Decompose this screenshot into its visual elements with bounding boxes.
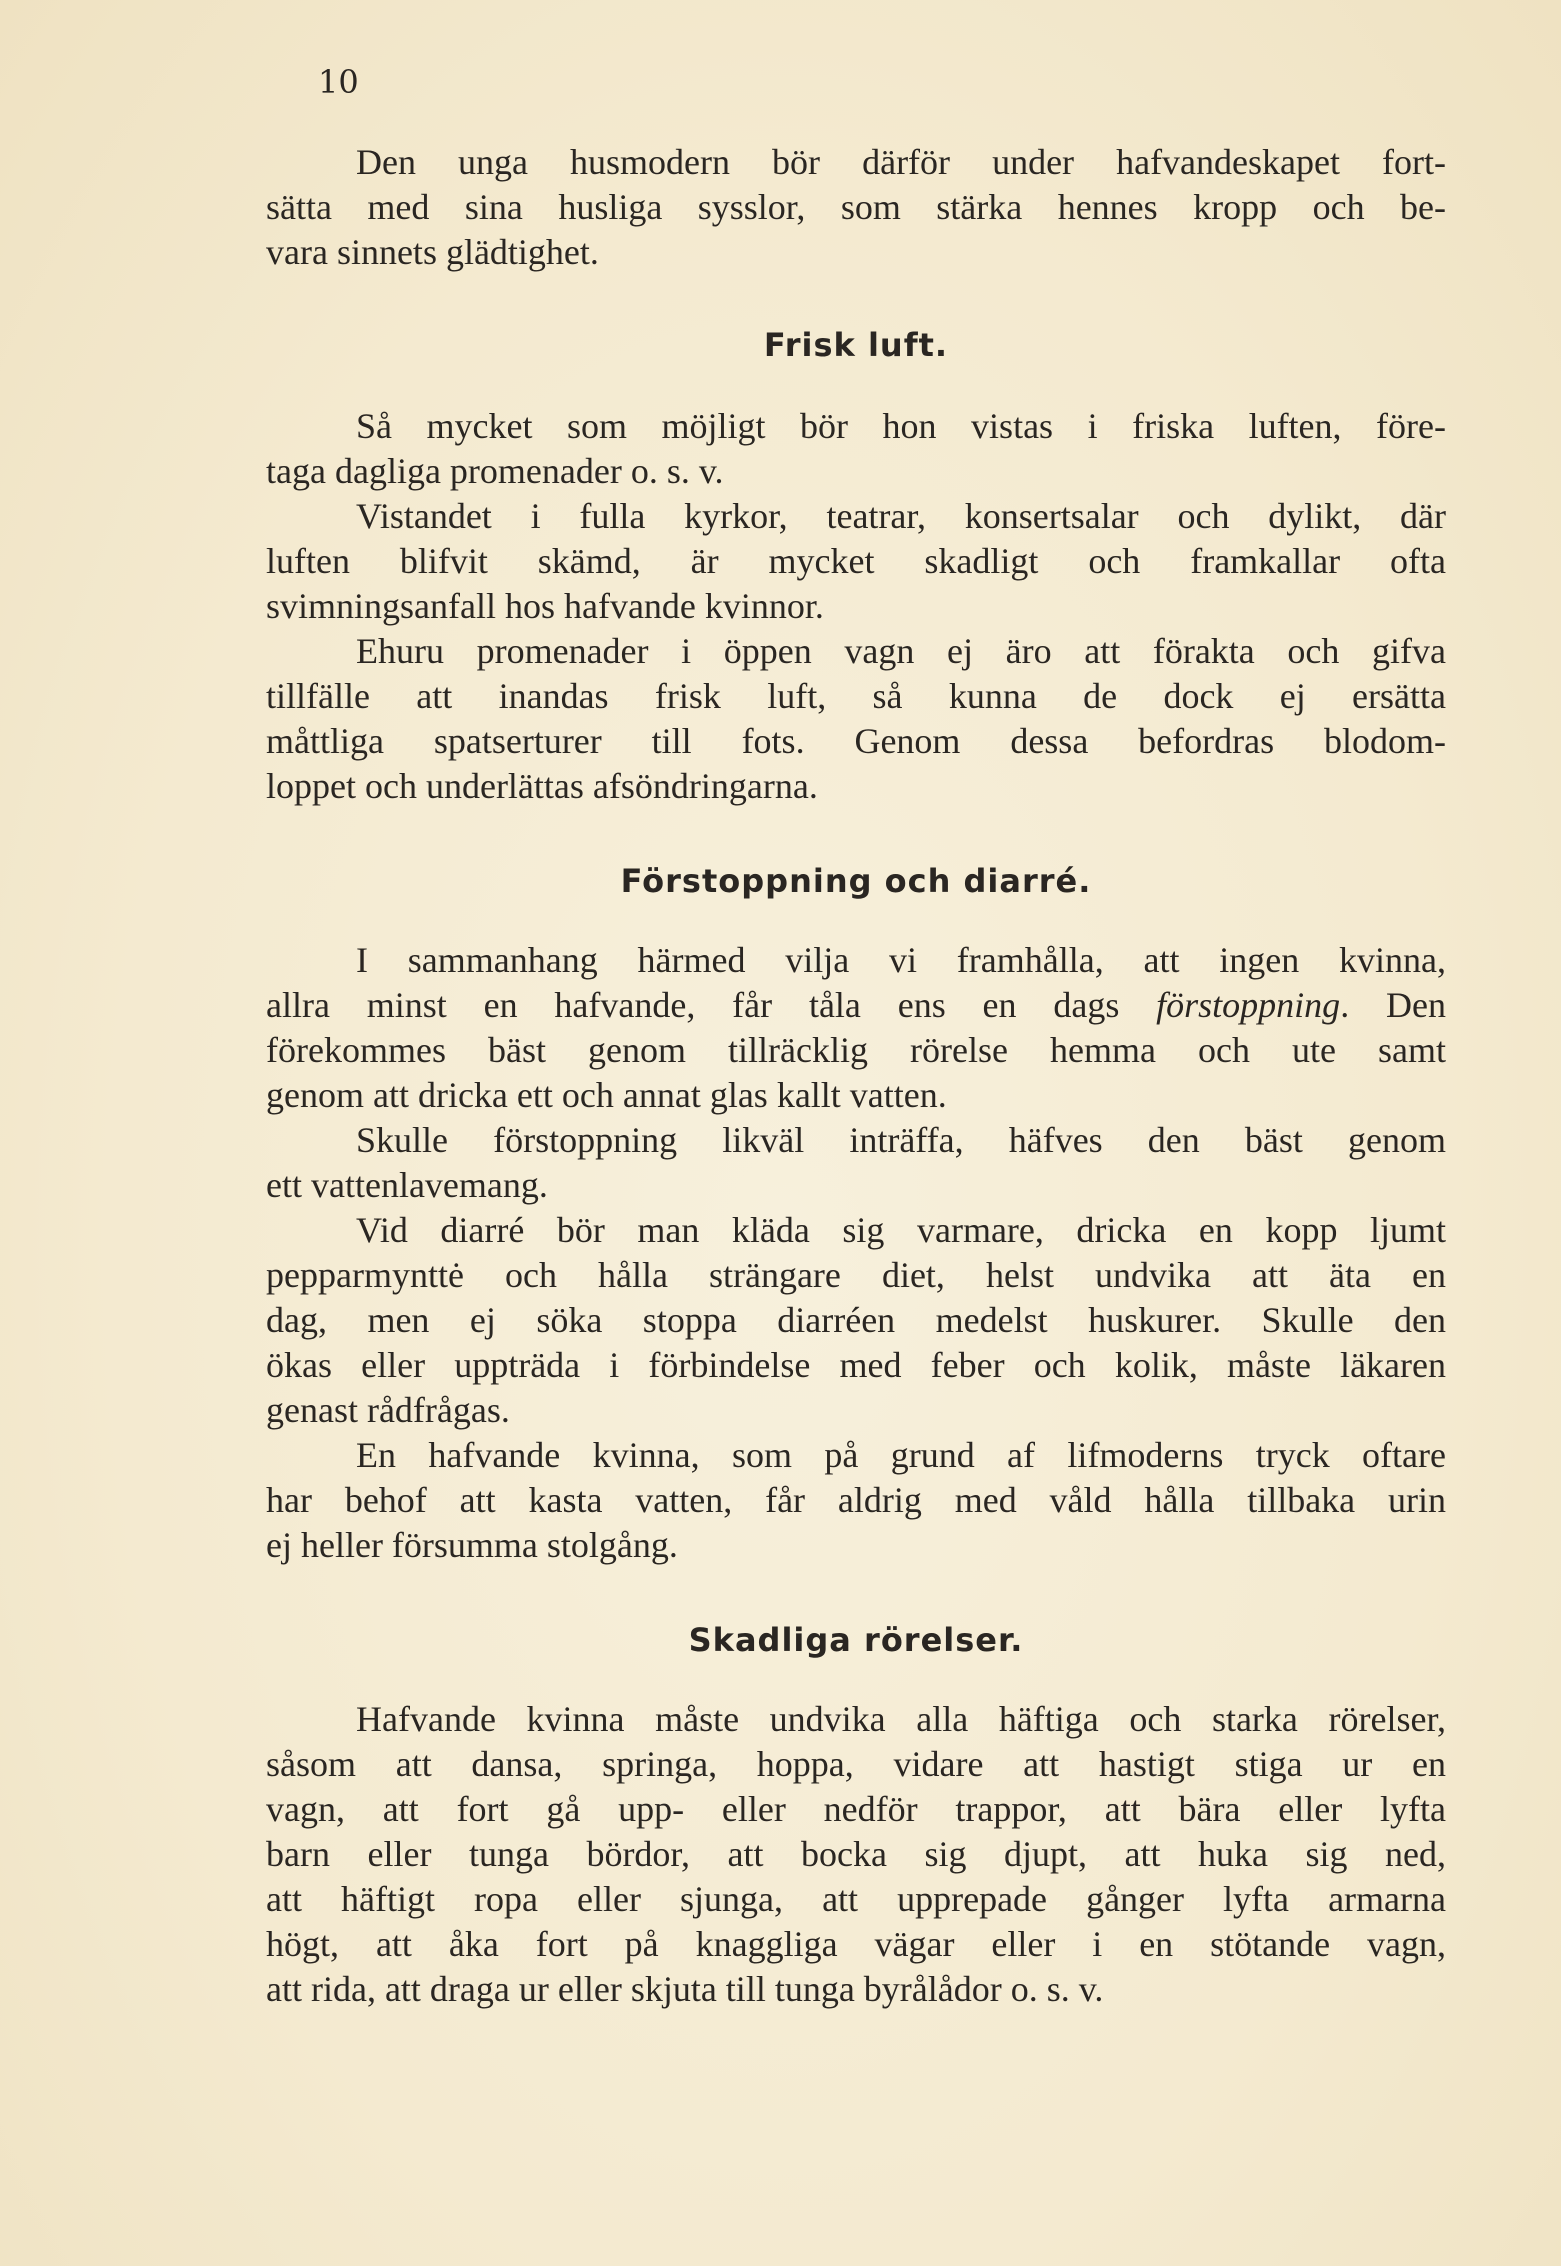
text-line: ej heller försumma stolgång. [266,1525,678,1565]
text-line: sätta med sina husliga sysslor, som stärka hennes kropp och be- [266,187,1446,227]
section-frisk-luft [266,323,1446,809]
body-text [266,140,1446,2012]
paragraph [266,140,1446,275]
paragraph [266,494,1446,629]
text-line: Så mycket som möjligt bör hon vistas i friska luften, före- [356,406,1446,446]
text-line: har behof att kasta vatten, får aldrig med våld hålla tillbaka urin [266,1480,1446,1520]
text-line: dag, men ej söka stoppa diarréen medelst huskurer. Skulle den [266,1300,1446,1340]
text-line: måttliga spatserturer till fots. Genom dessa befordras blodom- [266,721,1446,761]
paragraph [266,1208,1446,1433]
paragraph [266,1118,1446,1208]
section-heading: Frisk luft. [763,326,949,364]
text-line: Skulle förstoppning likväl inträffa, häfves den bäst genom [356,1120,1446,1160]
text-line: loppet och underlättas afsöndringarna. [266,766,818,806]
section-heading: Förstoppning och diarré. [620,862,1092,900]
text-line: vagn, att fort gå upp- eller nedför trappor, att bära eller lyfta [266,1789,1446,1829]
text-line: Vid diarré bör man kläda sig varmare, dricka en kopp ljumt [356,1210,1446,1250]
text-line: allra minst en hafvande, får tåla ens en dags förstoppning. Den [266,985,1446,1025]
text-line: barn eller tunga bördor, att bocka sig djupt, att huka sig ned, [266,1834,1446,1874]
text-line: En hafvande kvinna, som på grund af lifmoderns tryck oftare [356,1435,1446,1475]
section-skadliga-rorelser [266,1618,1446,2012]
text-line: Vistandet i fulla kyrkor, teatrar, konsertsalar och dylikt, där [356,496,1446,536]
text-line: förekommes bäst genom tillräcklig rörelse hemma och ute samt [266,1030,1446,1070]
text-line: att häftigt ropa eller sjunga, att upprepade gånger lyfta armarna [266,1879,1446,1919]
text-line: vara sinnets glädtighet. [266,232,599,272]
text-line: att rida, att draga ur eller skjuta till tunga byrålådor o. s. v. [266,1969,1104,2009]
text-line: genom att dricka ett och annat glas kallt vatten. [266,1075,947,1115]
intro-section [266,140,1446,275]
section-forstoppning [266,859,1446,1568]
paragraph [266,938,1446,1118]
text-line: ökas eller uppträda i förbindelse med feber och kolik, måste läkaren [266,1345,1446,1385]
paragraph [266,404,1446,494]
paragraph [266,1697,1446,2012]
text-line: I sammanhang härmed vilja vi framhålla, att ingen kvinna, [356,940,1446,980]
text-line: Den unga husmodern bör därför under hafvandeskapet fort- [356,142,1446,182]
text-line: ett vattenlavemang. [266,1165,548,1205]
text-line: luften blifvit skämd, är mycket skadligt och framkallar ofta [266,541,1446,581]
page-number: 10 [318,63,359,101]
paragraph [266,1433,1446,1568]
text-line: Ehuru promenader i öppen vagn ej äro att förakta och gifva [356,631,1446,671]
text-line: Hafvande kvinna måste undvika alla häftiga och starka rörelser, [356,1699,1446,1739]
text-line: taga dagliga promenader o. s. v. [266,451,724,491]
emphasized-word: förstoppning [1156,985,1341,1025]
text-line: pepparmynttė och hålla strängare diet, helst undvika att äta en [266,1255,1446,1295]
text-line: högt, att åka fort på knaggliga vägar eller i en stötande vagn, [266,1924,1446,1964]
text-line: såsom att dansa, springa, hoppa, vidare att hastigt stiga ur en [266,1744,1446,1784]
section-heading: Skadliga rörelser. [688,1621,1024,1659]
paragraph [266,629,1446,809]
text-line: svimningsanfall hos hafvande kvinnor. [266,586,824,626]
text-line: tillfälle att inandas frisk luft, så kunna de dock ej ersätta [266,676,1446,716]
text-line: genast rådfrågas. [266,1390,510,1430]
